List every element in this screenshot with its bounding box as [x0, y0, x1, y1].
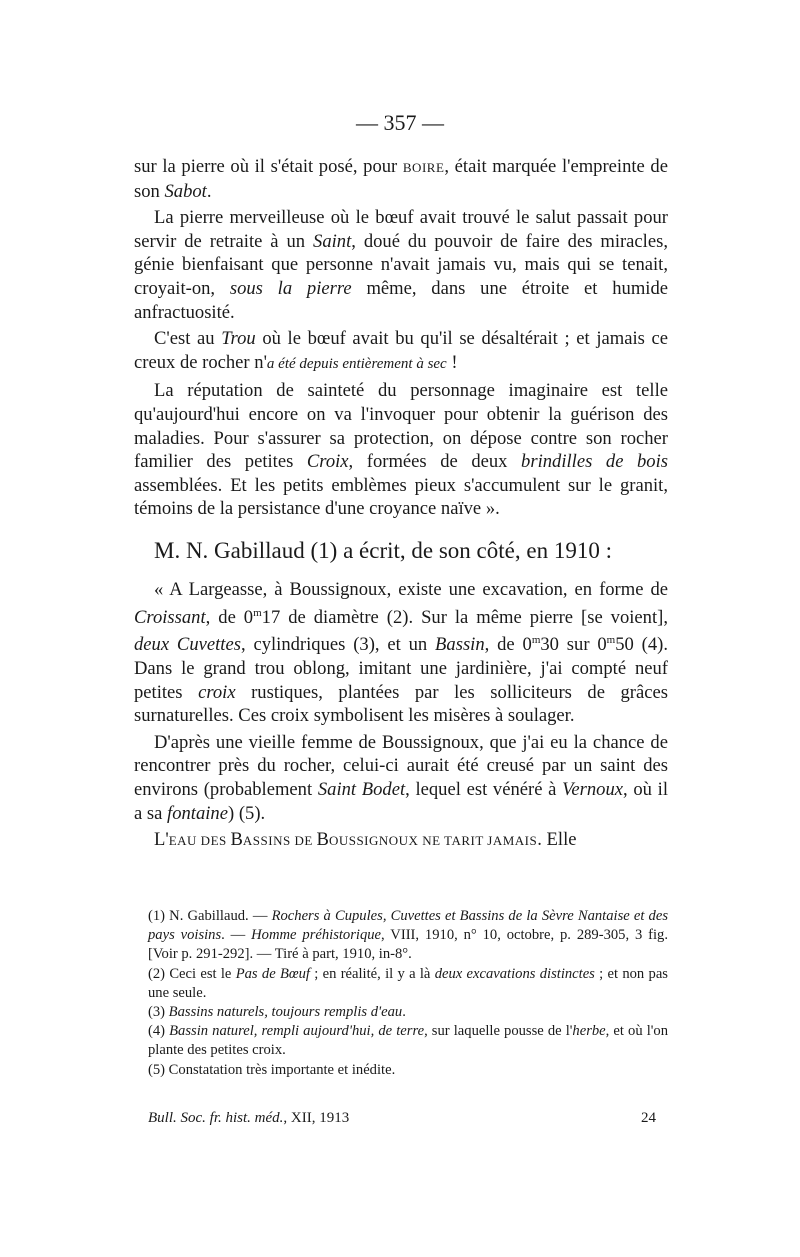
footnote-1 — [148, 907, 668, 965]
italic-text: Croix — [306, 451, 349, 473]
text: ! — [446, 351, 458, 373]
text: 50 (4). Dans le grand trou oblong, imitant une jardinière, j'ai compté neuf petites — [134, 634, 668, 703]
text: , VIII, 1910, n° 10, octobre, p. 289-305, 3 fig. [Voir p. 291-292]. — Tiré à part, 1910, in-8°. — [148, 927, 668, 963]
italic-text: deux Cuvettes — [134, 634, 241, 656]
text: , cylindriques (3), et un — [240, 634, 436, 656]
footnote-5 — [148, 1061, 668, 1080]
italic-text: Vernoux — [562, 779, 624, 801]
text: . — [206, 180, 212, 202]
paragraph-6 — [134, 731, 668, 825]
text: , et où l'on plante des petites croix. — [148, 1023, 669, 1059]
text: assemblées. Et les petits emblèmes pieux s'accumulent sur le granit, témoins de la persistance d'une croyance naïve ». — [134, 474, 668, 520]
page-number: — 357 — — [356, 110, 444, 135]
text: où le bœuf avait bu qu'il se désaltérait ; et jamais ce creux de rocher n' — [134, 328, 668, 373]
text: , de 0 — [205, 606, 254, 628]
text: 17 de diamètre (2). Sur la même pierre [se voient], — [261, 606, 668, 628]
paragraph-7 — [134, 828, 668, 853]
italic-text: Bassin naturel, rempli aujourd'hui, de terre — [169, 1023, 425, 1040]
italic-text: fontaine — [167, 802, 228, 824]
text: (3) — [148, 1004, 169, 1021]
signature-number: 24 — [641, 1110, 656, 1126]
text: , était marquée l'empreinte de son — [134, 156, 668, 202]
text: (5) Constatation très importante et inédite. — [148, 1061, 396, 1078]
text: , de 0 — [484, 634, 532, 656]
italic-text: Rochers à Cupules, Cuvettes et Bassins de la Sèvre Nantaise et des pays voisins — [148, 908, 668, 944]
paragraph-3 — [134, 327, 668, 376]
italic-text: Pas de Bœuf — [235, 965, 310, 982]
italic-text: croix — [198, 681, 236, 703]
italic-text: Sabot — [164, 180, 207, 202]
journal-title: Bull. Soc. fr. hist. méd. — [148, 1110, 284, 1126]
text: , sur laquelle pousse de l' — [424, 1023, 573, 1040]
small-caps-text: EAU DES — [168, 833, 231, 849]
text: . — — [221, 927, 252, 944]
small-caps-text: ASSINS DE — [242, 833, 317, 849]
italic-text: Homme préhistorique — [251, 927, 382, 944]
text: L' — [154, 829, 169, 851]
paragraph-4 — [134, 379, 668, 521]
section-heading: M. N. Gabillaud (1) a écrit, de son côté, en 1910 : — [154, 537, 612, 563]
journal-citation — [148, 1110, 349, 1126]
italic-text: a été depuis entièrement à sec — [266, 355, 447, 372]
italic-text: Bassins naturels, toujours remplis d'eau — [168, 1004, 403, 1021]
footnotes — [148, 907, 668, 1080]
text: B — [316, 829, 329, 851]
italic-text: Trou — [221, 328, 256, 350]
text: , doué du pouvoir de faire des miracles, génie bienfaisant que personne n'avait jamais vu, mais qui se tenait, croyait-on, — [134, 230, 668, 299]
paragraph-1 — [134, 155, 668, 203]
text: . Elle — [537, 829, 577, 851]
text: ; et non pas une seule. — [148, 965, 668, 1001]
text: 30 sur 0 — [540, 634, 607, 656]
italic-text: sous la pierre — [229, 277, 352, 299]
text: . — [402, 1004, 406, 1021]
main-text — [134, 155, 668, 853]
text: « A Largeasse, à Boussignoux, existe une excavation, en forme de — [154, 578, 668, 600]
text: ) (5). — [228, 802, 266, 824]
text: La pierre merveilleuse où le bœuf avait trouvé le salut passait pour servir de retraite à un — [134, 207, 668, 252]
italic-text: deux excavations distinctes — [434, 965, 595, 982]
volume-year: , XII, 1913 — [283, 1110, 350, 1126]
text: D'après une vieille femme de Boussignoux, que j'ai eu la chance de rencontrer près du rocher, celui-ci aurait été creusé par un saint des environs (probablement — [134, 731, 668, 801]
superscript: m — [606, 634, 616, 647]
italic-text: Croissant — [134, 606, 206, 628]
page-footer — [148, 1110, 656, 1127]
italic-text: Saint Bodet — [317, 779, 406, 801]
italic-text: Saint — [313, 230, 352, 252]
italic-text: herbe — [572, 1023, 606, 1040]
italic-text: Bassin — [435, 634, 485, 656]
italic-text: brindilles de bois — [521, 451, 669, 473]
text: B — [230, 829, 243, 851]
small-caps-text: OUSSIGNOUX NE TARIT JAMAIS — [328, 833, 538, 849]
text: (4) — [148, 1023, 170, 1040]
text: La réputation de sainteté du personnage imaginaire est telle qu'aujourd'hui encore on va l'invoquer pour obtenir la guérison des maladies. Pour s'assurer sa protection, on dépose contre son rocher familier des petites — [134, 380, 668, 473]
text: même, dans une étroite et humide anfractuosité. — [134, 277, 668, 323]
text: sur la pierre où il s'était posé, pour — [134, 156, 403, 177]
text: , lequel est vénéré à — [405, 779, 563, 801]
paragraph-5 — [134, 578, 668, 728]
text: rustiques, plantées par les solliciteurs de grâces surnaturelles. Ces croix symbolisent les misères à soulager. — [134, 681, 668, 727]
footnote-2 — [148, 965, 668, 1003]
superscript: m — [253, 606, 262, 619]
superscript: m — [531, 634, 541, 647]
text: (1) N. Gabillaud. — — [148, 908, 272, 924]
footnote-4 — [148, 1022, 668, 1060]
text: , où il a sa — [134, 779, 668, 824]
text: ; en réalité, il y a là — [309, 965, 435, 982]
text: , formées de deux — [348, 451, 522, 473]
footnote-3 — [148, 1003, 668, 1022]
text: (2) Ceci est le — [148, 965, 236, 982]
small-caps-text: BOIRE — [402, 160, 445, 175]
paragraph-2 — [134, 206, 668, 324]
text: C'est au — [154, 328, 222, 350]
